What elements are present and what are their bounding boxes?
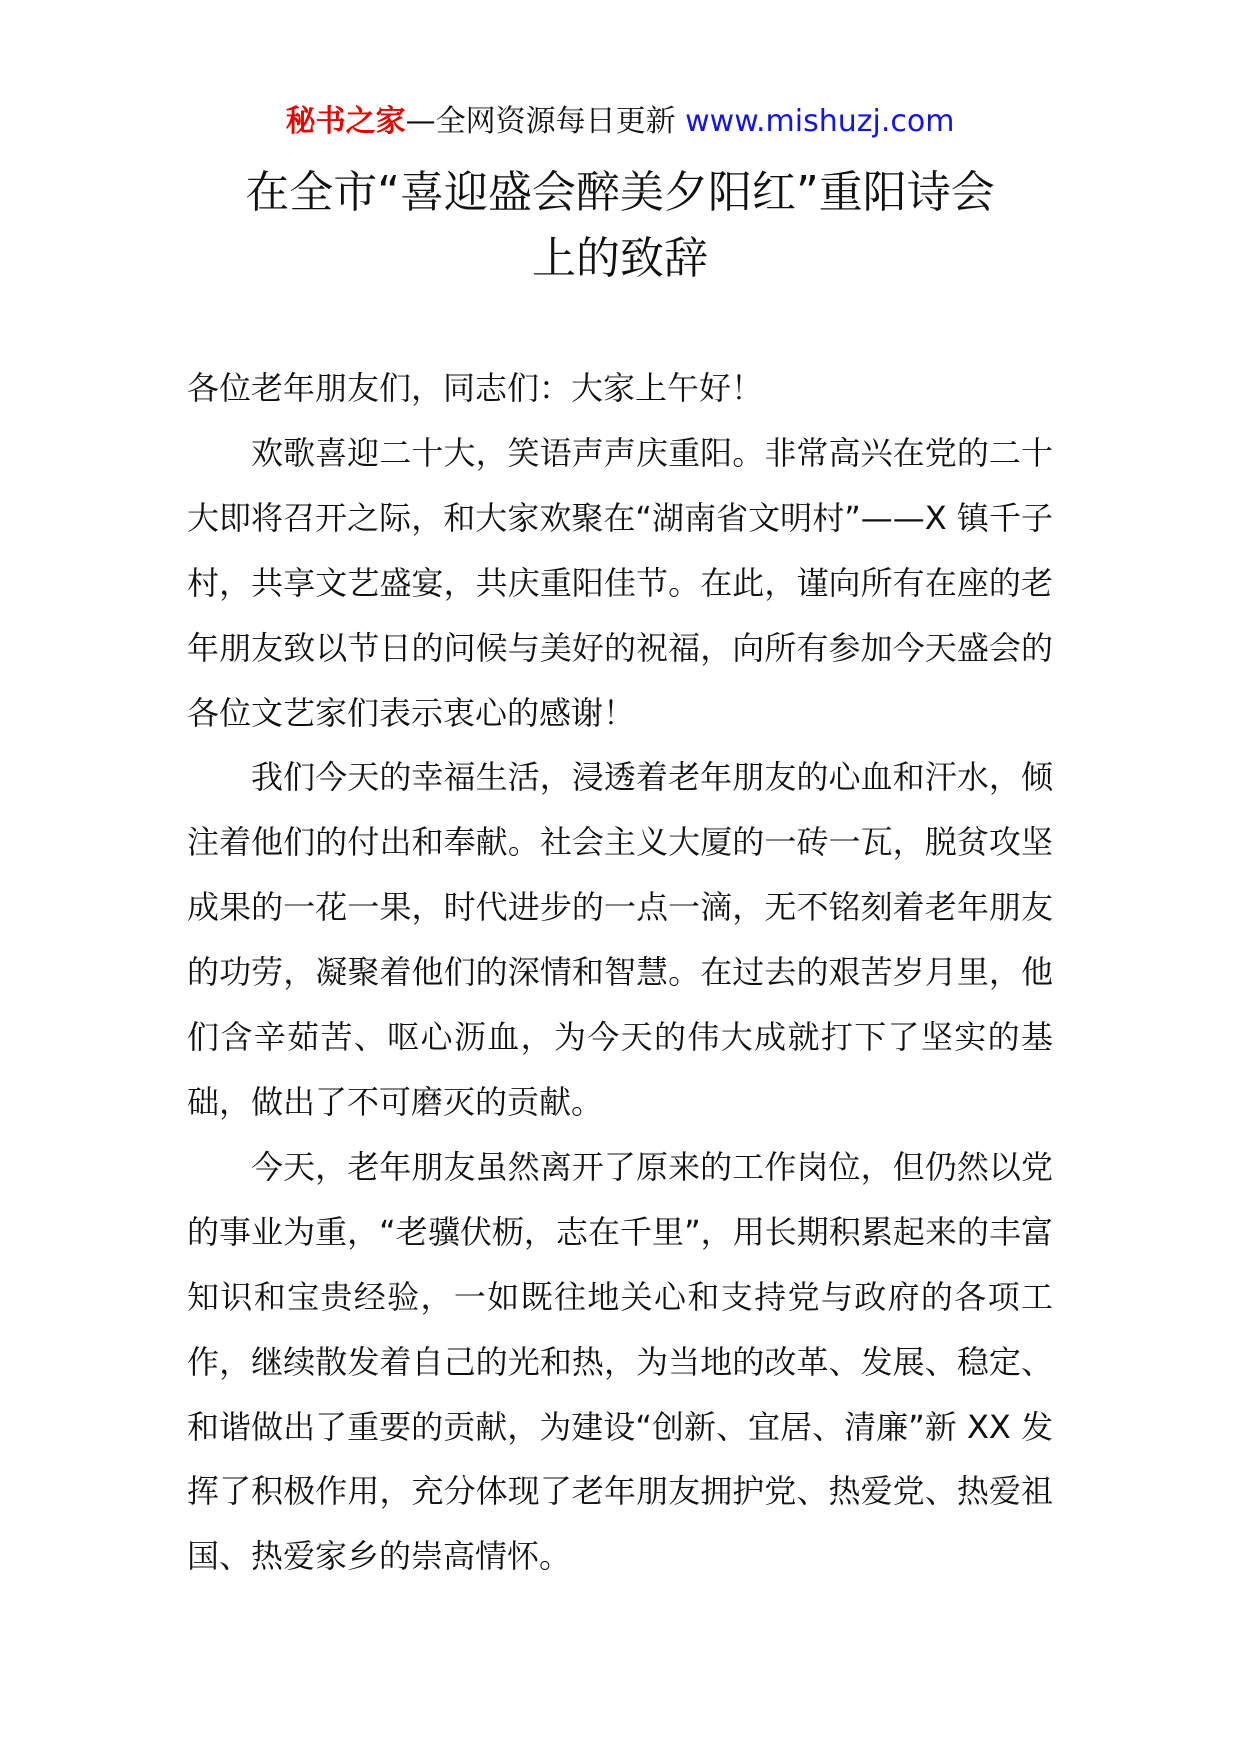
body-paragraph-2: 我们今天的幸福生活，浸透着老年朋友的心血和汗水，倾注着他们的付出和奉献。社会主义大厦的一砖一瓦，脱贫攻坚成果的一花一果，时代进步的一点一滴，无不铭刻着老年朋友的功劳，凝聚着他们的深情和智慧。在过去的艰苦岁月里，他们含辛茹苦、呕心沥血，为今天的伟大成就打下了坚实的基础，做出了不可磨灭的贡献。 — [187, 758, 1053, 1121]
greeting-paragraph: 各位老年朋友们，同志们：大家上午好！ — [187, 369, 764, 407]
document-title-line-2: 上的致辞 — [532, 233, 708, 284]
document-body — [187, 356, 1053, 1589]
body-paragraph-3: 今天，老年朋友虽然离开了原来的工作岗位，但仍然以党的事业为重，“老骥伏枥，志在千里”，用长期积累起来的丰富知识和宝贵经验，一如既往地关心和支持党与政府的各项工作，继续散发着自己的光和热，为当地的改革、发展、稳定、和谐做出了重要的贡献，为建设“创新、宜居、清廉”新 XX 发挥了积极作用，充分体现了老年朋友拥护党、热爱党、热爱祖国、热爱家乡的崇高情怀。 — [187, 1147, 1053, 1576]
site-brand: 秘书之家 — [285, 104, 406, 139]
site-header — [0, 100, 1240, 144]
body-paragraph-1: 欢歌喜迎二十大，笑语声声庆重阳。非常高兴在党的二十大即将召开之际，和大家欢聚在“湖南省文明村”——X 镇千子村，共享文艺盛宴，共庆重阳佳节。在此，谨向所有在座的老年朋友致以节日的问候与美好的祝福，向所有参加今天盛会的各位文艺家们表示衷心的感谢！ — [187, 433, 1053, 732]
document-title-line-1: 在全市“喜迎盛会醉美夕阳红”重阳诗会 — [245, 167, 995, 218]
site-tagline: —全网资源每日更新 — [405, 104, 686, 139]
site-url-link[interactable]: www.mishuzj.com — [685, 104, 955, 139]
document-title — [160, 160, 1080, 292]
